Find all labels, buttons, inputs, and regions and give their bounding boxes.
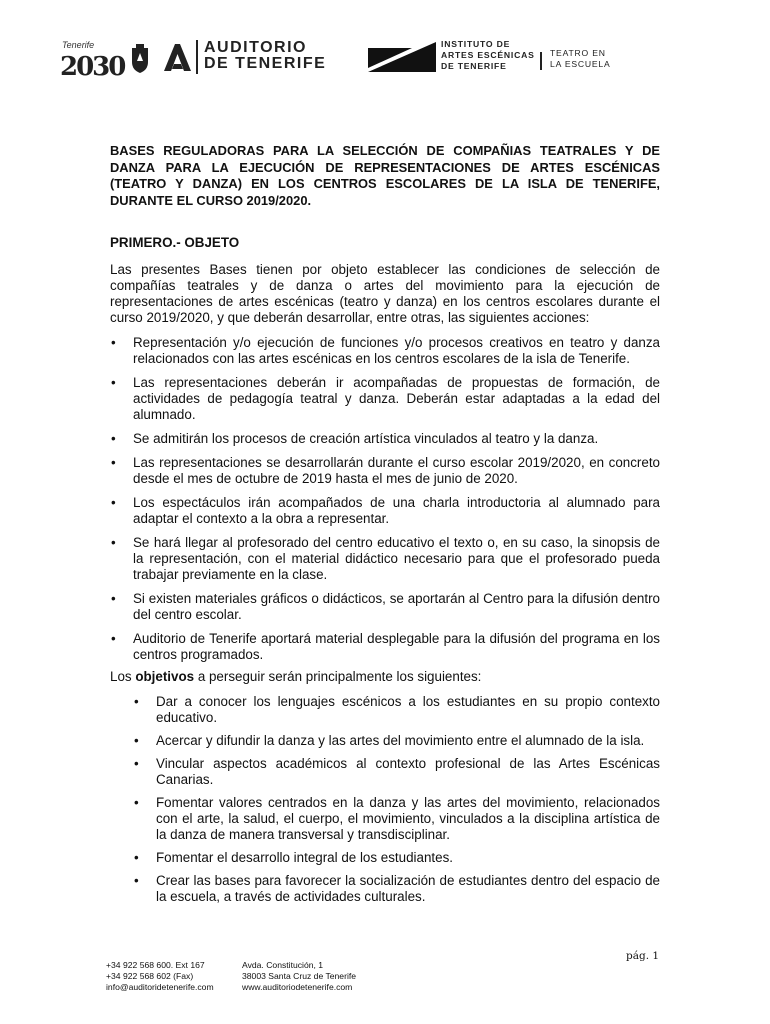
list-item: • Se hará llegar al profesorado del centro educativo el texto o, en su caso, la sinopsis de la representación, con el material didáctico necesario para que el profesorado pueda trabajar previamente en la clase. [110,535,660,583]
objectives-list [133,694,660,905]
list-item: • Se admitirán los procesos de creación artística vinculados al teatro y la danza. [110,431,660,447]
cabildo-shield-icon [130,44,150,74]
teatro-escuela-logo-text [550,48,611,70]
page-footer [106,960,357,993]
logo-divider [540,52,542,70]
logo-2030-year: 2030 [60,52,125,82]
page-number: pág. 1 [626,950,660,962]
list-item: • Fomentar valores centrados en la danza y las artes del movimiento, relacionados con el arte, la salud, el cuerpo, el movimiento, vinculados a la disciplina artística de la danza de manera transversal y transdisciplinar. [133,795,660,843]
list-item: • Si existen materiales gráficos o didácticos, se aportarán al Centro para la difusión dentro del centro escolar. [110,591,660,623]
instituto-line-1: INSTITUTO DE [441,39,511,49]
footer-email[interactable]: info@auditoridetenerife.com [106,982,214,992]
auditorio-line-1: AUDITORIO [204,39,307,56]
instituto-line-3: DE TENERIFE [441,61,507,71]
tenerife-2030-logo [60,40,125,82]
footer-address [242,960,402,993]
list-item: • Vincular aspectos académicos al contexto profesional de las Artes Escénicas Canarias. [133,756,660,788]
logo-2030-caption: Tenerife [62,40,95,50]
list-item: • Auditorio de Tenerife aportará material desplegable para la difusión del programa en los centros programados. [110,631,660,663]
footer-contact [106,960,236,993]
objectives-intro [110,669,660,685]
auditorio-line-2: DE TENERIFE [204,55,327,72]
list-item: • Fomentar el desarrollo integral de los estudiantes. [133,850,660,866]
footer-address-line-2: 38003 Santa Cruz de Tenerife [242,971,357,981]
objectives-prefix: Los [110,669,136,684]
instituto-logo-text [441,39,535,72]
list-item: • Acercar y difundir la danza y las artes del movimiento entre el alumnado de la isla. [133,733,660,749]
list-item: • Representación y/o ejecución de funciones y/o procesos creativos en teatro y danza relacionados con las artes escénicas en los centros escolares de la isla de Tenerife. [110,335,660,367]
list-item: • Dar a conocer los lenguajes escénicos a los estudiantes en su propio contexto educativo. [133,694,660,726]
list-item: • Crear las bases para favorecer la socialización de estudiantes dentro del espacio de la escuela, a través de actividades culturales. [133,873,660,905]
footer-fax: +34 922 568 602 (Fax) [106,971,194,981]
intro-paragraph: Las presentes Bases tienen por objeto establecer las condiciones de selección de compañías teatrales y de danza o artes del movimiento para la ejecución de representaciones de artes escénicas (teatro y danza) en los centros escolares durante el curso 2019/2020, y que deberán desarrollar, entre otras, las siguientes acciones: [110,262,660,325]
list-item: • Los espectáculos irán acompañados de una charla introductoria al alumnado para adaptar el contexto a la obra a representar. [110,495,660,527]
auditorio-logo-text [196,40,326,74]
list-item: • Las representaciones se desarrollarán durante el curso escolar 2019/2020, en concreto desde el mes de octubre de 2019 hasta el mes de junio de 2020. [110,455,660,487]
footer-web[interactable]: www.auditoriodetenerife.com [242,982,353,992]
footer-address-line-1: Avda. Constitución, 1 [242,960,324,970]
list-item: • Las representaciones deberán ir acompañadas de propuestas de formación, de actividades de pedagogía teatral y danza. Deberán estar adaptadas a la edad del alumnado. [110,375,660,423]
teatro-line-1: TEATRO EN [550,48,606,58]
footer-phone: +34 922 568 600. Ext 167 [106,960,205,970]
document-body [110,143,660,912]
teatro-line-2: LA ESCUELA [550,59,611,69]
objectives-suffix: a perseguir serán principalmente los siguientes: [194,669,482,684]
page-header [58,36,718,86]
instituto-logo-icon [368,42,436,72]
instituto-line-2: ARTES ESCÉNICAS [441,50,535,60]
actions-list [110,335,660,663]
auditorio-logo-icon [162,42,192,72]
section-heading: PRIMERO.- OBJETO [110,235,240,250]
objectives-bold: objetivos [135,669,195,684]
document-title: BASES REGULADORAS PARA LA SELECCIÓN DE COMPAÑIAS TEATRALES Y DE DANZA PARA LA EJECUCIÓN DE REPRESENTACIONES DE ARTES ESCÉNICAS (TEATRO Y DANZA) EN LOS CENTROS ESCOLARES DE LA ISLA DE TENERIFE, DURANTE EL CURSO 2019/2020. [110,143,660,208]
